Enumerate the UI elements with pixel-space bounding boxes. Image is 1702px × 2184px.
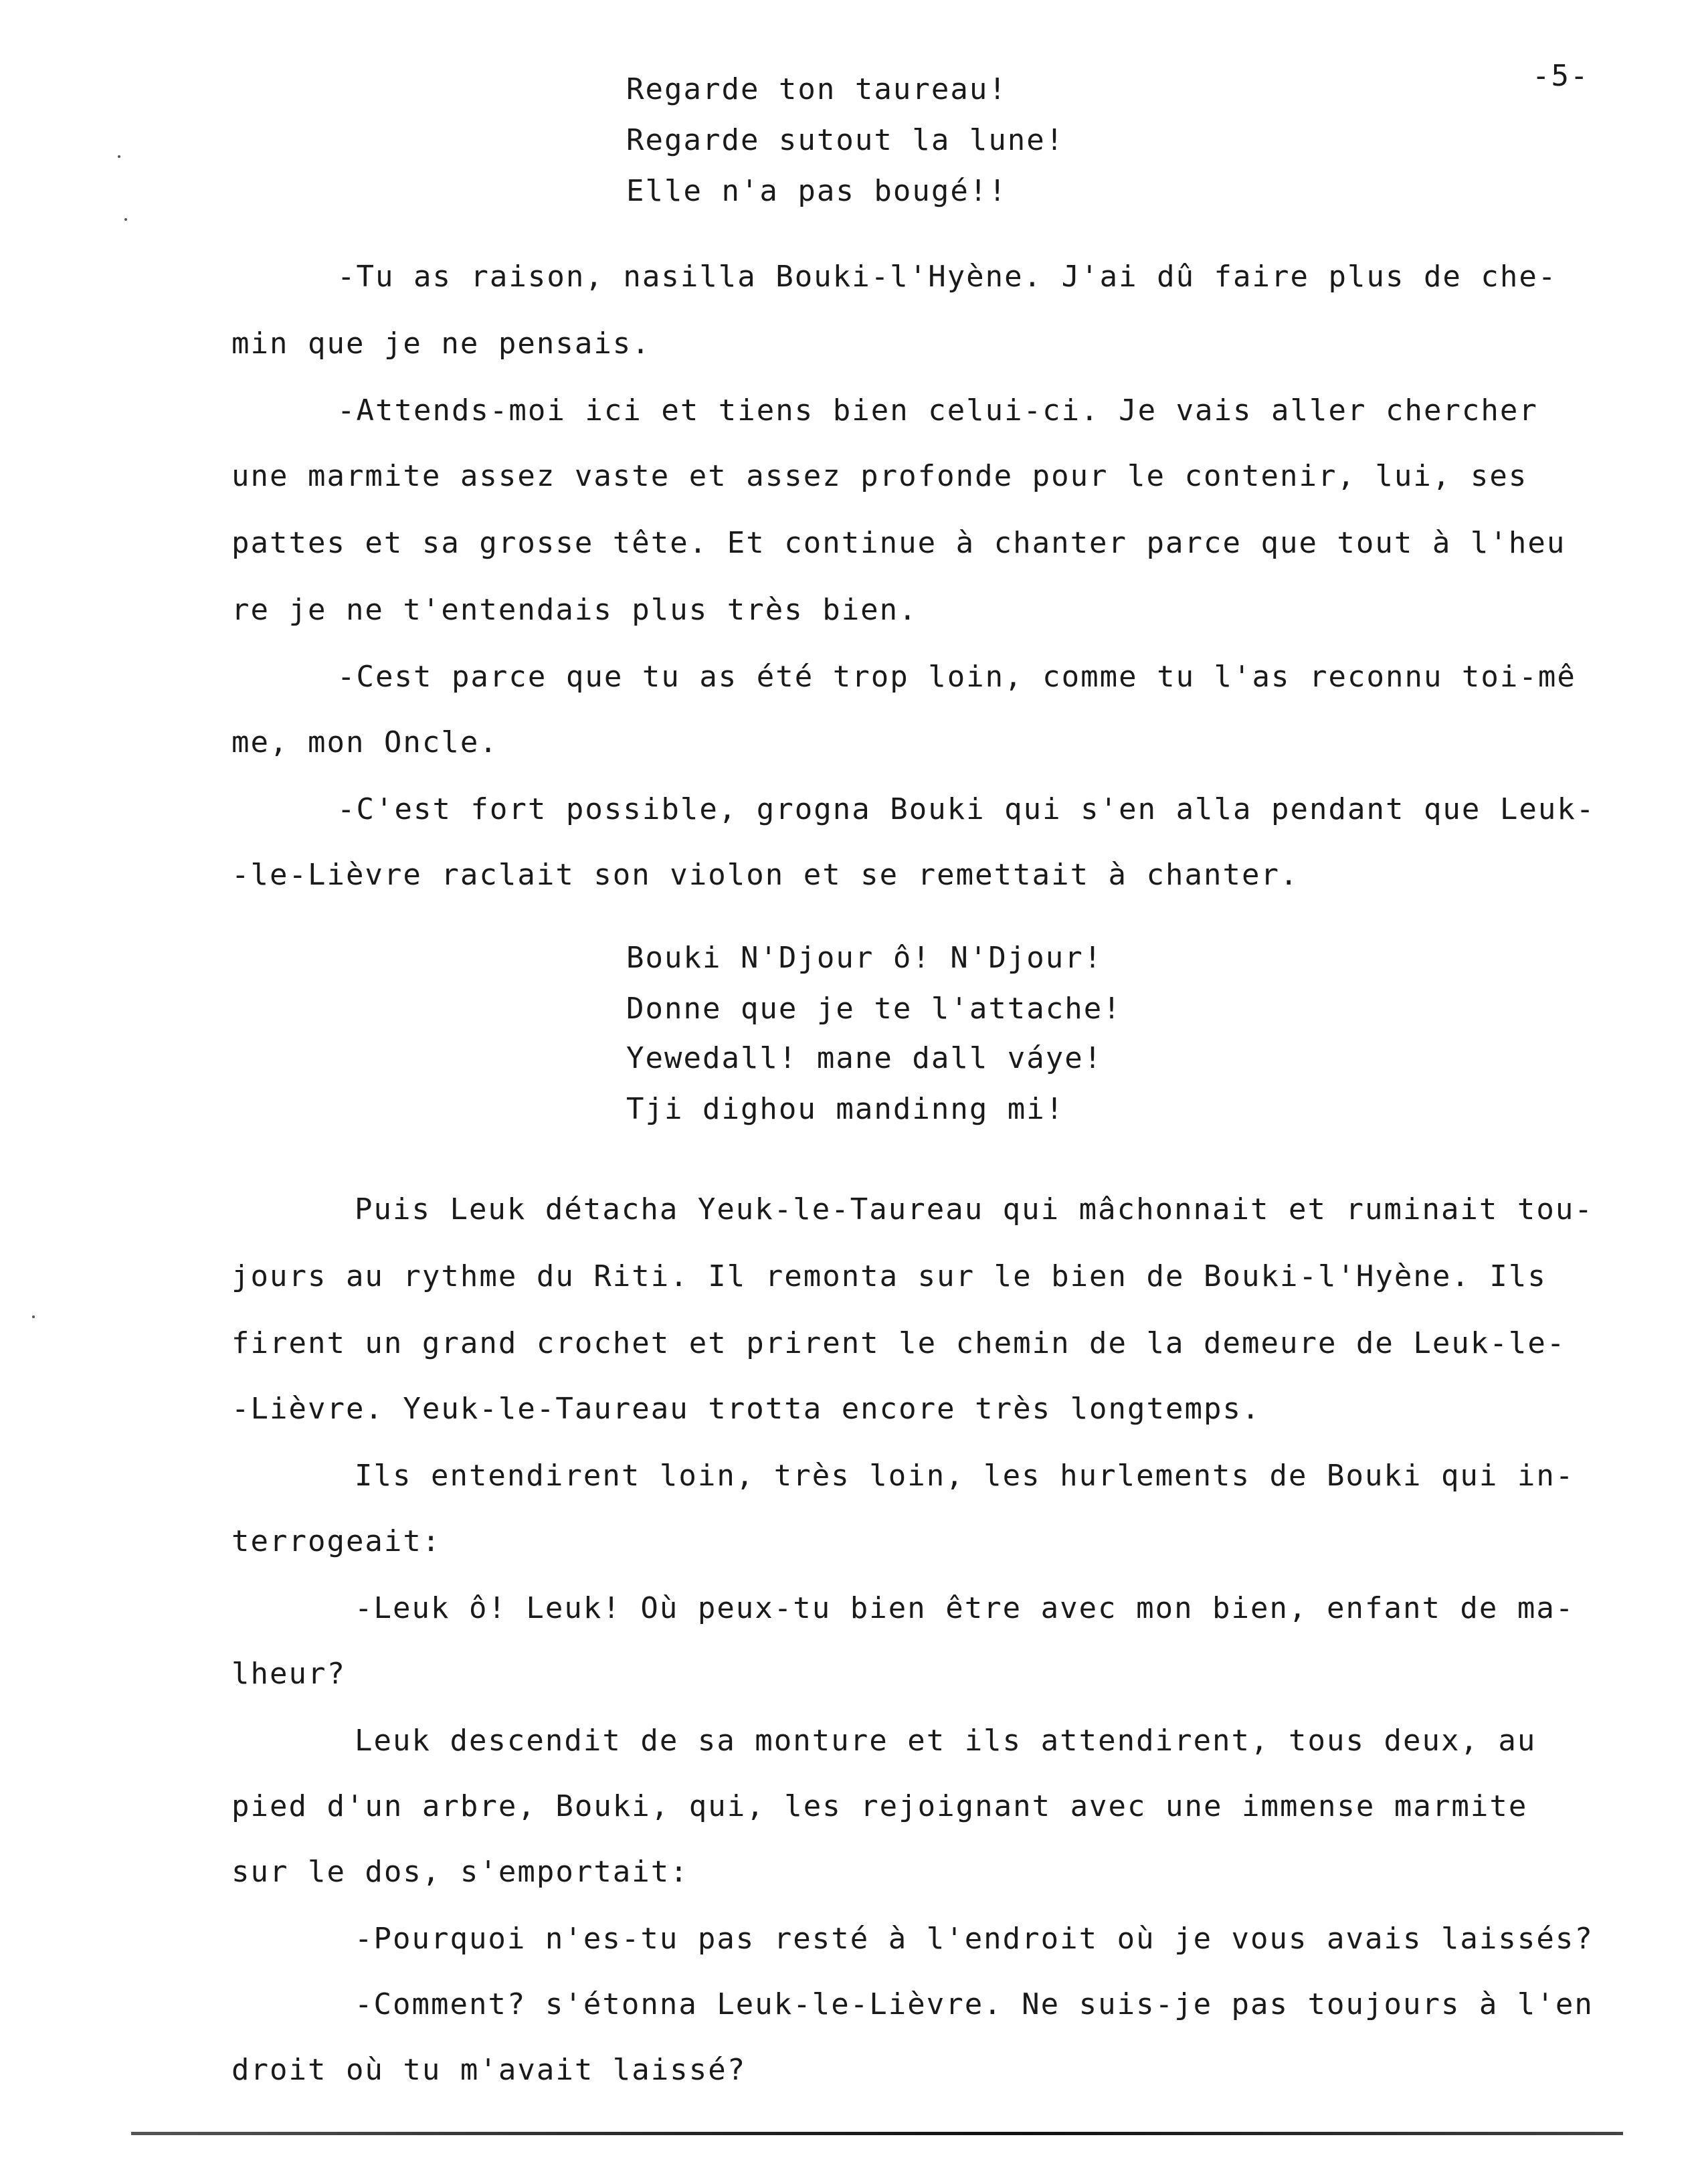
verse-line: Regarde ton taureau! bbox=[626, 72, 1008, 106]
verse-line: Bouki N'Djour ô! N'Djour! bbox=[626, 941, 1103, 975]
verse-line: Yewedall! mane dall váye! bbox=[626, 1041, 1103, 1075]
paragraph-line: pied d'un arbre, Bouki, qui, les rejoignant avec une immense marmite bbox=[231, 1789, 1528, 1823]
paragraph-line: pattes et sa grosse tête. Et continue à chanter parce que tout à l'heu bbox=[231, 526, 1566, 560]
paragraph-line: -Lièvre. Yeuk-le-Taureau trotta encore très longtemps. bbox=[231, 1392, 1261, 1426]
paragraph-line: Puis Leuk détacha Yeuk-le-Taureau qui mâchonnait et ruminait tou- bbox=[355, 1192, 1594, 1226]
paragraph-line: terrogeait: bbox=[231, 1524, 442, 1558]
paragraph-line: lheur? bbox=[231, 1657, 346, 1691]
paragraph-line: sur le dos, s'emportait: bbox=[231, 1855, 689, 1889]
paragraph-line: -C'est fort possible, grogna Bouki qui s'en alla pendant que Leuk- bbox=[337, 792, 1596, 826]
paragraph-line: Ils entendirent loin, très loin, les hurlements de Bouki qui in- bbox=[355, 1459, 1575, 1493]
paragraph-line: une marmite assez vaste et assez profonde pour le contenir, lui, ses bbox=[231, 459, 1528, 493]
scan-speck bbox=[118, 155, 120, 158]
bottom-rule bbox=[131, 2132, 1623, 2135]
paragraph-line: droit où tu m'avait laissé? bbox=[231, 2053, 747, 2087]
scan-speck bbox=[32, 1315, 35, 1318]
paragraph-line: me, mon Oncle. bbox=[231, 725, 498, 759]
paragraph-line: re je ne t'entendais plus très bien. bbox=[231, 593, 918, 627]
page-number: -5- bbox=[1532, 59, 1590, 93]
paragraph-line: Leuk descendit de sa monture et ils attendirent, tous deux, au bbox=[355, 1724, 1537, 1758]
paragraph-line: jours au rythme du Riti. Il remonta sur le bien de Bouki-l'Hyène. Ils bbox=[231, 1259, 1547, 1293]
verse-line: Regarde sutout la lune! bbox=[626, 123, 1065, 157]
scan-speck bbox=[124, 218, 127, 221]
verse-line: Tji dighou mandinng mi! bbox=[626, 1092, 1065, 1126]
paragraph-line: -Comment? s'étonna Leuk-le-Lièvre. Ne suis-je pas toujours à l'en bbox=[355, 1987, 1594, 2021]
paragraph-line: -Leuk ô! Leuk! Où peux-tu bien être avec mon bien, enfant de ma- bbox=[355, 1591, 1575, 1625]
paragraph-line: min que je ne pensais. bbox=[231, 327, 651, 361]
paragraph-line: -Cest parce que tu as été trop loin, comme tu l'as reconnu toi-mê bbox=[337, 660, 1576, 694]
verse-line: Elle n'a pas bougé!! bbox=[626, 174, 1008, 208]
paragraph-line: -Tu as raison, nasilla Bouki-l'Hyène. J'ai dû faire plus de che- bbox=[337, 260, 1557, 294]
paragraph-line: -Pourquoi n'es-tu pas resté à l'endroit où je vous avais laissés? bbox=[355, 1922, 1594, 1956]
paragraph-line: firent un grand crochet et prirent le chemin de la demeure de Leuk-le- bbox=[231, 1326, 1566, 1360]
paragraph-line: -le-Lièvre raclait son violon et se remettait à chanter. bbox=[231, 858, 1299, 892]
paragraph-line: -Attends-moi ici et tiens bien celui-ci. Je vais aller chercher bbox=[337, 393, 1538, 428]
verse-line: Donne que je te l'attache! bbox=[626, 992, 1122, 1026]
